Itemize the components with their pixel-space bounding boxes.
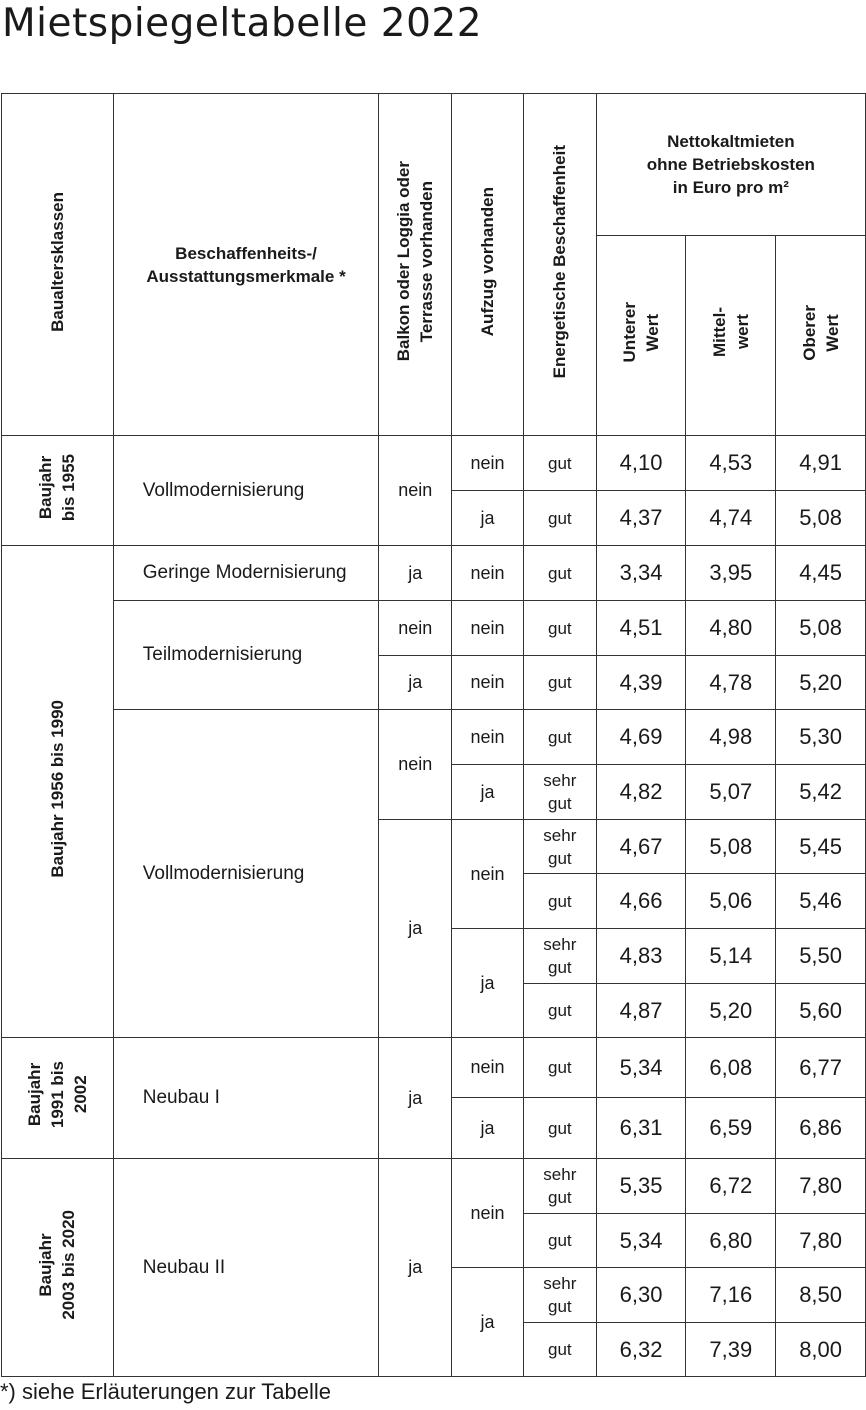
mittelwert-cell: 4,74 xyxy=(686,491,776,546)
header-energie: Energetische Beschaffenheit xyxy=(523,94,596,436)
page-title: Mietspiegeltabelle 2022 xyxy=(2,1,483,46)
oberer-wert-cell: 5,45 xyxy=(776,820,866,874)
aufzug-cell: ja xyxy=(452,491,524,546)
unterer-wert-cell: 6,32 xyxy=(596,1323,686,1377)
mittelwert-cell: 6,72 xyxy=(686,1159,776,1214)
oberer-wert-cell: 5,42 xyxy=(776,765,866,820)
table-row xyxy=(2,601,866,656)
age-class-1991-2002: Baujahr 1991 bis 2002 xyxy=(2,1038,114,1159)
energie-cell: gut xyxy=(523,874,596,929)
balkon-cell: ja xyxy=(379,546,452,601)
mittelwert-cell: 5,20 xyxy=(686,984,776,1038)
oberer-wert-cell: 4,45 xyxy=(776,546,866,601)
feature-label: Vollmodernisierung xyxy=(113,436,379,546)
oberer-wert-cell: 5,46 xyxy=(776,874,866,929)
energie-cell: gut xyxy=(523,1098,596,1159)
energie-cell: gut xyxy=(523,436,596,491)
header-baualtersklassen: Baualtersklassen xyxy=(2,94,114,436)
aufzug-cell: nein xyxy=(452,601,524,656)
mittelwert-cell: 4,98 xyxy=(686,710,776,765)
header-unterer-wert: Unterer Wert xyxy=(596,236,686,436)
aufzug-cell: nein xyxy=(452,656,524,710)
balkon-cell: nein xyxy=(379,601,452,656)
feature-label: Geringe Modernisierung xyxy=(113,546,379,601)
aufzug-cell: nein xyxy=(452,710,524,765)
oberer-wert-cell: 7,80 xyxy=(776,1159,866,1214)
energie-cell: sehr gut xyxy=(523,765,596,820)
unterer-wert-cell: 4,10 xyxy=(596,436,686,491)
mittelwert-cell: 5,14 xyxy=(686,929,776,984)
oberer-wert-cell: 5,60 xyxy=(776,984,866,1038)
age-class-1956-1990: Baujahr 1956 bis 1990 xyxy=(2,546,114,1038)
aufzug-cell: nein xyxy=(452,436,524,491)
unterer-wert-cell: 4,83 xyxy=(596,929,686,984)
table-row xyxy=(2,546,866,601)
mittelwert-cell: 4,78 xyxy=(686,656,776,710)
feature-label: Teilmodernisierung xyxy=(113,601,379,710)
unterer-wert-cell: 4,82 xyxy=(596,765,686,820)
mittelwert-cell: 5,06 xyxy=(686,874,776,929)
table-row xyxy=(2,1159,866,1214)
oberer-wert-cell: 6,86 xyxy=(776,1098,866,1159)
energie-cell: gut xyxy=(523,1214,596,1268)
aufzug-cell: nein xyxy=(452,820,524,929)
unterer-wert-cell: 4,69 xyxy=(596,710,686,765)
mittelwert-cell: 4,53 xyxy=(686,436,776,491)
mittelwert-cell: 6,80 xyxy=(686,1214,776,1268)
oberer-wert-cell: 6,77 xyxy=(776,1038,866,1098)
aufzug-cell: ja xyxy=(452,929,524,1038)
unterer-wert-cell: 6,30 xyxy=(596,1268,686,1323)
energie-cell: sehr gut xyxy=(523,820,596,874)
oberer-wert-cell: 8,50 xyxy=(776,1268,866,1323)
unterer-wert-cell: 4,37 xyxy=(596,491,686,546)
table-row xyxy=(2,436,866,491)
energie-cell: sehr gut xyxy=(523,1159,596,1214)
header-nettokaltmieten: Nettokaltmieten ohne Betriebskosten in Euro pro m² xyxy=(596,94,865,236)
unterer-wert-cell: 5,34 xyxy=(596,1214,686,1268)
mittelwert-cell: 6,59 xyxy=(686,1098,776,1159)
unterer-wert-cell: 4,39 xyxy=(596,656,686,710)
mittelwert-cell: 7,16 xyxy=(686,1268,776,1323)
unterer-wert-cell: 4,67 xyxy=(596,820,686,874)
unterer-wert-cell: 4,66 xyxy=(596,874,686,929)
balkon-cell: ja xyxy=(379,1159,452,1377)
oberer-wert-cell: 8,00 xyxy=(776,1323,866,1377)
aufzug-cell: ja xyxy=(452,1098,524,1159)
balkon-cell: ja xyxy=(379,656,452,710)
energie-cell: gut xyxy=(523,984,596,1038)
mittelwert-cell: 7,39 xyxy=(686,1323,776,1377)
mittelwert-cell: 5,08 xyxy=(686,820,776,874)
aufzug-cell: nein xyxy=(452,546,524,601)
aufzug-cell: nein xyxy=(452,1038,524,1098)
energie-cell: gut xyxy=(523,601,596,656)
table-row xyxy=(2,710,866,765)
aufzug-cell: nein xyxy=(452,1159,524,1268)
aufzug-cell: ja xyxy=(452,765,524,820)
unterer-wert-cell: 4,51 xyxy=(596,601,686,656)
footnote: *) siehe Erläuterungen zur Tabelle xyxy=(0,1379,332,1404)
energie-cell: sehr gut xyxy=(523,929,596,984)
balkon-cell: ja xyxy=(379,820,452,1038)
unterer-wert-cell: 6,31 xyxy=(596,1098,686,1159)
feature-label: Neubau II xyxy=(113,1159,379,1377)
unterer-wert-cell: 5,34 xyxy=(596,1038,686,1098)
unterer-wert-cell: 5,35 xyxy=(596,1159,686,1214)
balkon-cell: ja xyxy=(379,1038,452,1159)
table-row xyxy=(2,1038,866,1098)
energie-cell: gut xyxy=(523,656,596,710)
energie-cell: sehr gut xyxy=(523,1268,596,1323)
header-balkon: Balkon oder Loggia oder Terrasse vorhanden xyxy=(379,94,452,436)
oberer-wert-cell: 5,20 xyxy=(776,656,866,710)
mittelwert-cell: 4,80 xyxy=(686,601,776,656)
mittelwert-cell: 5,07 xyxy=(686,765,776,820)
age-class-bis-1955: Baujahr bis 1955 xyxy=(2,436,114,546)
energie-cell: gut xyxy=(523,1323,596,1377)
energie-cell: gut xyxy=(523,710,596,765)
feature-label: Neubau I xyxy=(113,1038,379,1159)
rent-table xyxy=(1,93,866,1377)
mittelwert-cell: 6,08 xyxy=(686,1038,776,1098)
unterer-wert-cell: 4,87 xyxy=(596,984,686,1038)
header-aufzug: Aufzug vorhanden xyxy=(452,94,524,436)
oberer-wert-cell: 5,08 xyxy=(776,601,866,656)
energie-cell: gut xyxy=(523,546,596,601)
balkon-cell: nein xyxy=(379,436,452,546)
header-oberer-wert: Oberer Wert xyxy=(776,236,866,436)
mittelwert-cell: 3,95 xyxy=(686,546,776,601)
energie-cell: gut xyxy=(523,1038,596,1098)
age-class-2003-2020: Baujahr 2003 bis 2020 xyxy=(2,1159,114,1377)
energie-cell: gut xyxy=(523,491,596,546)
oberer-wert-cell: 5,30 xyxy=(776,710,866,765)
unterer-wert-cell: 3,34 xyxy=(596,546,686,601)
balkon-cell: nein xyxy=(379,710,452,820)
header-beschaffenheit: Beschaffenheits-/ Ausstattungsmerkmale * xyxy=(113,94,379,436)
header-mittelwert: Mittel- wert xyxy=(686,236,776,436)
oberer-wert-cell: 7,80 xyxy=(776,1214,866,1268)
oberer-wert-cell: 5,08 xyxy=(776,491,866,546)
oberer-wert-cell: 4,91 xyxy=(776,436,866,491)
oberer-wert-cell: 5,50 xyxy=(776,929,866,984)
aufzug-cell: ja xyxy=(452,1268,524,1377)
feature-label: Vollmodernisierung xyxy=(113,710,379,1038)
